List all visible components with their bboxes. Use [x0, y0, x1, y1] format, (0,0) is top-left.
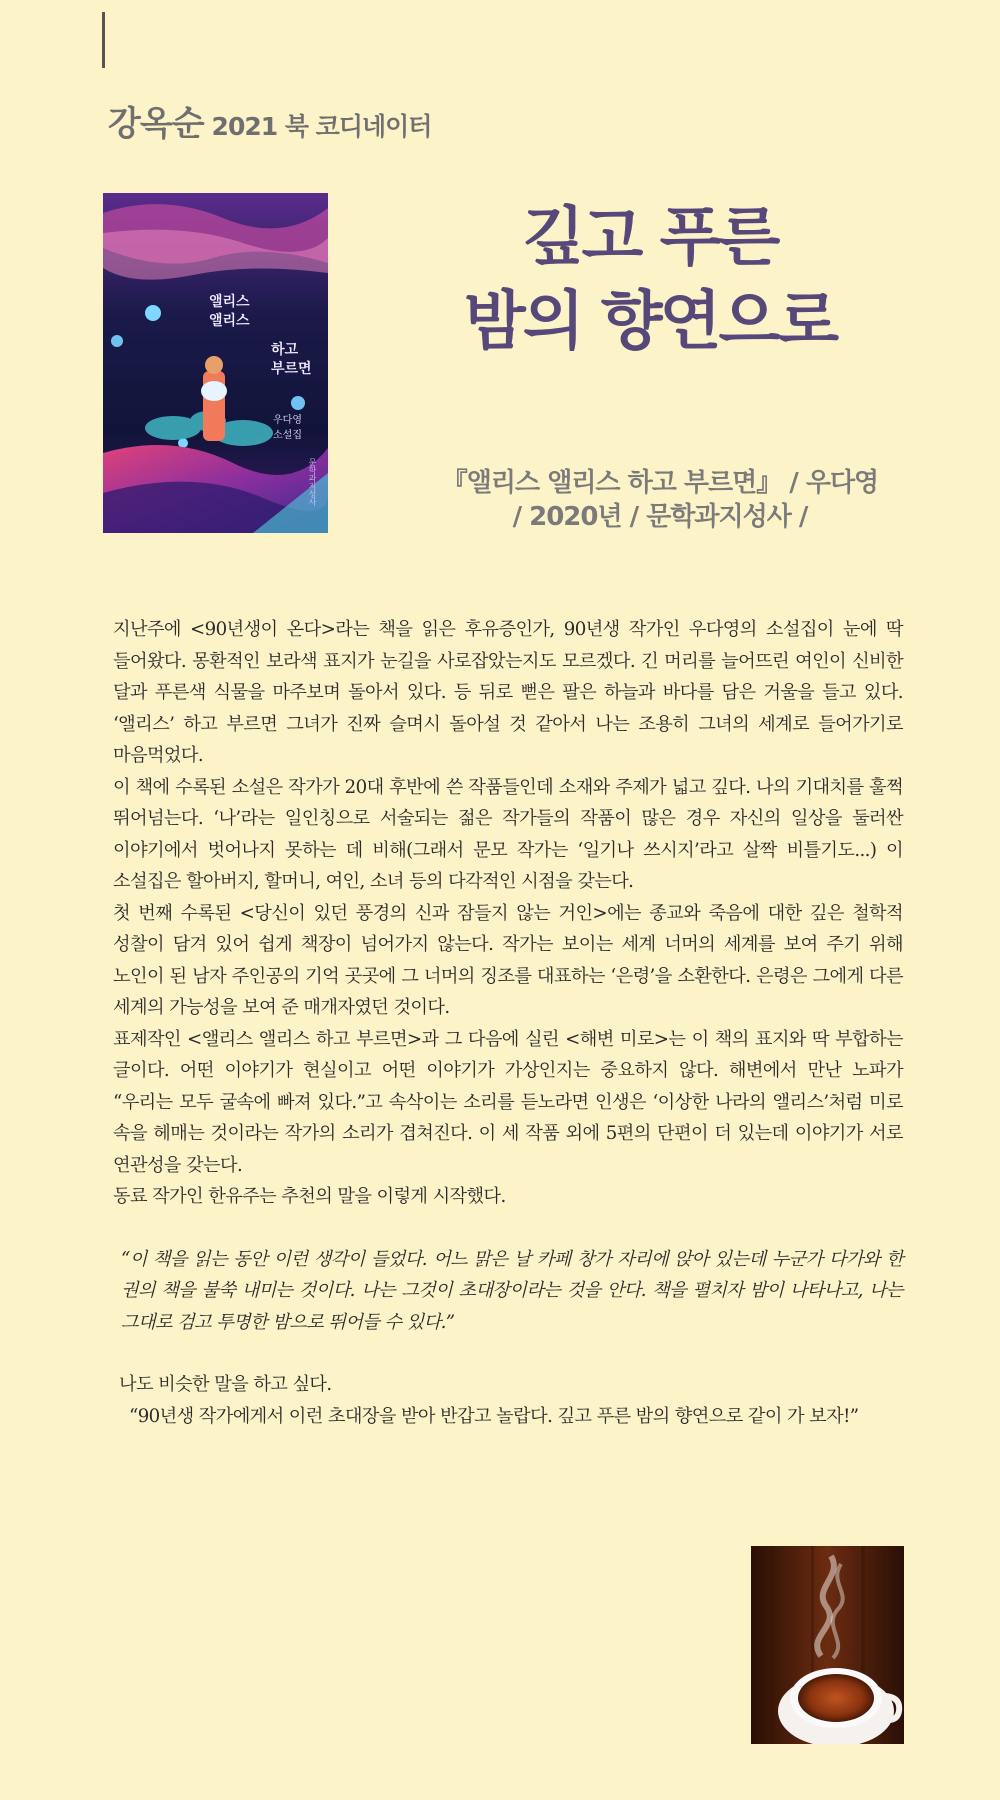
cover-title-line4: 부르면: [271, 361, 312, 377]
author-role: 2021 북 코디네이터: [211, 112, 432, 141]
author-name: 강옥순: [108, 104, 204, 144]
closing-line1: 나도 비슷한 말을 하고 싶다.: [119, 1374, 332, 1395]
page-title: [430, 196, 870, 364]
cover-title-bottom: [271, 341, 312, 379]
cover-title-top: [209, 293, 250, 331]
book-info-line2: / 2020년 / 문학과지성사 /: [512, 502, 808, 532]
cover-author: [273, 413, 302, 443]
book-info-line1: 『앨리스 앨리스 하고 부르면』 / 우다영: [441, 468, 879, 498]
coffee-cup-art: [751, 1546, 904, 1744]
paragraph-3: 첫 번째 수록된 <당신이 있던 풍경의 신과 잠들지 않는 거인>에는 종교와 죽음에 대한 깊은 철학적 성찰이 담겨 있어 쉽게 책장이 넘어가지 않는다. 작가는 보이는 세계 너머의 세계를 보여 주기 위해 노인이 된 남자 주인공의 기억 곳곳에 그 너머의 징조를 대표하는 ‘은령’을 소환한다. 은령은 그에게 다른 세계의 가능성을 보여 준 매개자였던 것이다.: [113, 902, 903, 1018]
book-cover-image: [103, 193, 328, 533]
paragraph-5: 동료 작가인 한유주는 추천의 말을 이렇게 시작했다.: [113, 1186, 506, 1207]
byline: [108, 96, 431, 145]
closing-line2: “90년생 작가에게서 이런 초대장을 받아 반갑고 놀랍다. 깊고 푸른 밤의 향연으로 같이 가 보자!”: [129, 1405, 859, 1427]
page-title-line1: 깊고 푸른: [522, 201, 778, 275]
cover-title-line3: 하고: [271, 342, 299, 358]
top-divider: [102, 12, 105, 68]
coffee-cup-image: [751, 1546, 904, 1744]
paragraph-2: 이 책에 수록된 소설은 작가가 20대 후반에 쓴 작품들인데 소재와 주제가 넓고 깊다. 나의 기대치를 훌쩍 뛰어넘는다. ‘나’라는 일인칭으로 서술되는 젊은 작가들의 작품이 많은 경우 자신의 일상을 둘러싼 이야기에서 벗어나지 못하는 데 비해(그래서 문모 작가는 ‘일기나 쓰시지’라고 살짝 비틀기도...) 이 소설집은 할아버지, 할머니, 여인, 소녀 등의 다각적인 시점을 갖는다.: [113, 776, 903, 892]
paragraph-4: 표제작인 <앨리스 앨리스 하고 부르면>과 그 다음에 실린 <해변 미로>는 이 책의 표지와 딱 부합하는 글이다. 어떤 이야기가 현실이고 어떤 이야기가 가상인지는 중요하지 않다. 해변에서 만난 노파가 “우리는 모두 굴속에 빠져 있다.”고 속삭이는 소리를 듣노라면 인생은 ‘이상한 나라의 앨리스’처럼 미로 속을 헤매는 것이라는 작가의 소리가 겹쳐진다. 이 세 작품 외에 5편의 단편이 더 있는데 이야기가 서로 연관성을 갖는다.: [113, 1028, 903, 1176]
page-title-line2: 밤의 향연으로: [463, 285, 837, 359]
cover-title-line1: 앨리스: [209, 294, 250, 310]
cover-author-line2: 소설집: [273, 430, 302, 441]
recommendation-quote: “이 책을 읽는 동안 이런 생각이 들었다. 어느 맑은 날 카페 창가 자리에 앉아 있는데 누군가 다가와 한 권의 책을 불쑥 내미는 것이다. 나는 그것이 초대장이라는 것을 안다. 책을 펼치자 밤이 나타나고, 나는 그대로 검고 투명한 밤으로 뛰어들 수 있다.”: [121, 1248, 903, 1333]
book-info: [420, 466, 900, 534]
cover-publisher-mark: 문학과지성사: [308, 458, 317, 506]
cover-title-line2: 앨리스: [209, 313, 250, 329]
cover-author-line1: 우다영: [273, 415, 302, 426]
paragraph-1: 지난주에 <90년생이 온다>라는 책을 읽은 후유증인가, 90년생 작가인 우다영의 소설집이 눈에 딱 들어왔다. 몽환적인 보라색 표지가 눈길을 사로잡았는지도 모르겠다. 긴 머리를 늘어뜨린 여인이 신비한 달과 푸른색 식물을 마주보며 돌아서 있다. 등 뒤로 뻗은 팔은 하늘과 바다를 담은 거울을 들고 있다. ‘앨리스’ 하고 부르면 그녀가 진짜 슬며시 돌아설 것 같아서 나는 조용히 그녀의 세계로 들어가기로 마음먹었다.: [113, 619, 903, 766]
article-body: [113, 614, 903, 1432]
